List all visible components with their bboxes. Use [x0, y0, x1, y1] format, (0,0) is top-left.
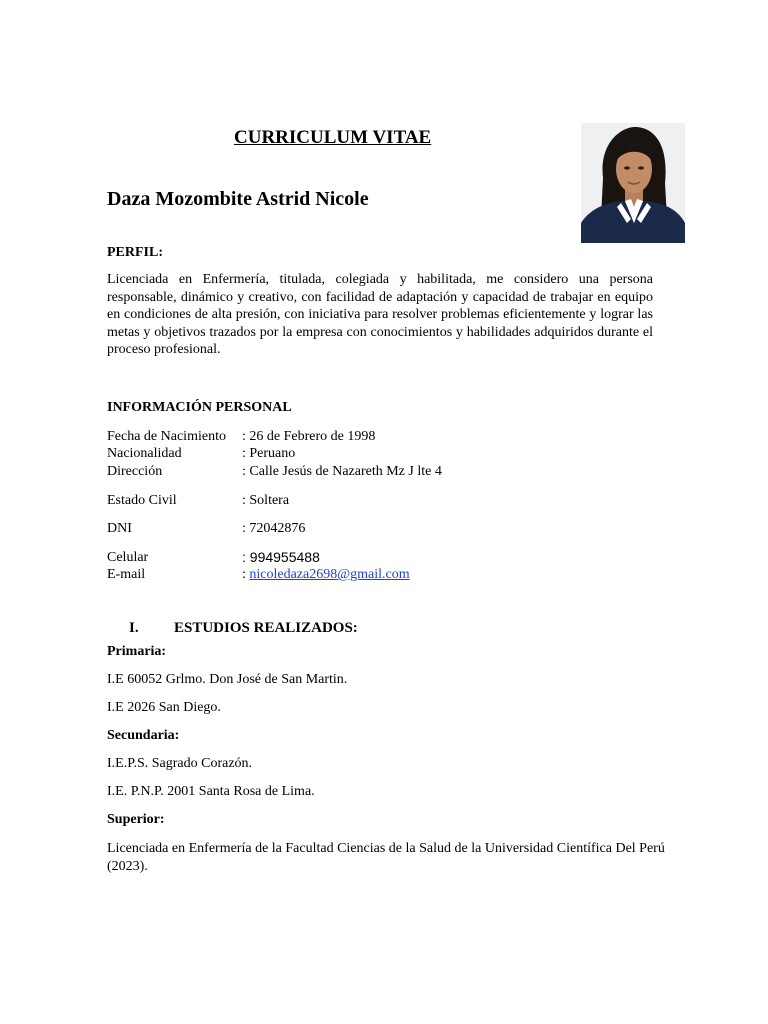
info-label: E-mail	[107, 567, 146, 582]
study-entry: I.E. P.N.P. 2001 Santa Rosa de Lima.	[107, 784, 315, 799]
info-label: Celular	[107, 550, 149, 565]
profile-photo	[581, 123, 685, 243]
study-entry: I.E.P.S. Sagrado Corazón.	[107, 756, 253, 771]
study-entry: Licenciada en Enfermería de la Facultad Ciencias de la Salud de la Universidad Científica Del Perú (2023).	[107, 841, 665, 874]
info-value: : Soltera	[242, 493, 290, 508]
info-value	[242, 566, 410, 583]
study-entry: I.E 60052 Grlmo. Don José de San Martin.	[107, 672, 348, 687]
info-value: : 994955488	[242, 549, 320, 565]
info-label: Fecha de Nacimiento	[107, 429, 226, 444]
info-value: : 72042876	[242, 521, 306, 536]
info-label: Estado Civil	[107, 493, 177, 508]
email-colon: :	[242, 567, 250, 582]
info-value: : Peruano	[242, 446, 296, 461]
info-label: DNI	[107, 521, 132, 536]
profile-text: Licenciada en Enfermería, titulada, colegiada y habilitada, me considero una persona responsable, dinámico y creativo, con facilidad de adaptación y capacidad de trabajar en equipo en condiciones de alta presión, con iniciativa para resolver problemas eficientemente y lograr las metas y objetivos trazados por la empresa con conocimientos y habilidades adquiridos durante el proceso profesional.	[107, 272, 653, 358]
superior-heading: Superior:	[107, 812, 165, 827]
personal-info-heading: INFORMACIÓN PERSONAL	[107, 400, 292, 415]
secundaria-heading: Secundaria:	[107, 728, 180, 743]
email-link[interactable]: nicoledaza2698@gmail.com	[249, 567, 410, 582]
primaria-heading: Primaria:	[107, 644, 167, 659]
studies-heading-text: ESTUDIOS REALIZADOS:	[174, 620, 358, 636]
document-title: CURRICULUM VITAE	[234, 127, 432, 148]
info-label: Dirección	[107, 464, 163, 479]
section-number: I.	[129, 620, 139, 636]
info-value: : Calle Jesús de Nazareth Mz J lte 4	[242, 464, 442, 479]
full-name: Daza Mozombite Astrid Nicole	[107, 188, 369, 210]
study-entry: I.E 2026 San Diego.	[107, 700, 221, 715]
profile-heading: PERFIL:	[107, 245, 163, 260]
info-value: : 26 de Febrero de 1998	[242, 429, 376, 444]
info-label: Nacionalidad	[107, 446, 182, 461]
